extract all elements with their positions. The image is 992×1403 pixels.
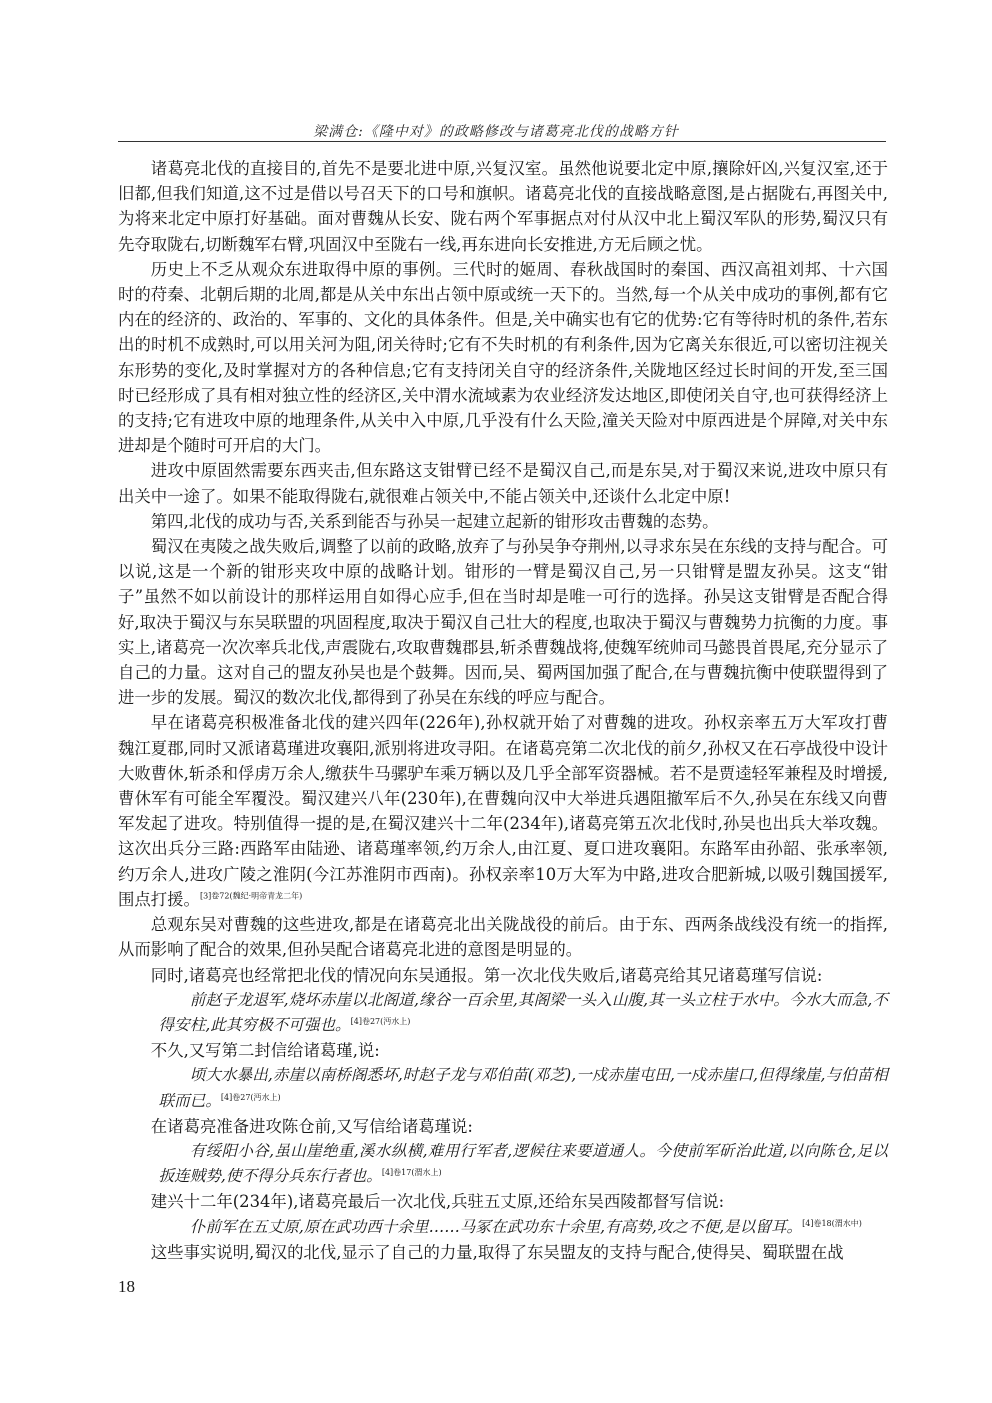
paragraph: 诸葛亮北伐的直接目的,首先不是要北进中原,兴复汉室。虽然他说要北定中原,攘除奸凶,兴复汉室,还于旧都,但我们知道,这不过是借以号召天下的口号和旗帜。诸葛亮北伐的直接战略意图,是占据陇右,再图关中,为将来北定中原打好基础。面对曹魏从长安、陇右两个军事据点对付从汉中北上蜀汉军队的形势,蜀汉只有先夺取陇右,切断魏军右臂,巩固汉中至陇右一线,再东进向长安推进,方无后顾之忧。 (118, 159, 888, 254)
paragraph: 蜀汉在夷陵之战失败后,调整了以前的政略,放弃了与孙吴争夺荆州,以寻求东吴在东线的支持与配合。可以说,这是一个新的钳形夹攻中原的战略计划。钳形的一臂是蜀汉自己,另一只钳臂是盟友孙吴。这支“钳子”虽然不如以前设计的那样运用自如得心应手,但在当时却是唯一可行的选择。孙吴这支钳臂是否配合得好,取决于蜀汉与东吴联盟的巩固程度,取决于蜀汉自己壮大的程度,也取决于蜀汉与曹魏势力抗衡的力度。事实上,诸葛亮一次次率兵北伐,声震陇右,攻取曹魏郡县,斩杀曹魏战将,使魏军统帅司马懿畏首畏尾,充分显示了自己的力量。这对自己的盟友孙吴也是个鼓舞。因而,吴、蜀两国加强了配合,在与曹魏抗衡中使联盟得到了进一步的发展。蜀汉的数次北伐,都得到了孙吴在东线的呼应与配合。 (118, 537, 888, 708)
quote-text: 顷大水暴出,赤崖以南桥阁悉坏,时赵子龙与邓伯苗(邓芝),一戍赤崖屯田,一戍赤崖口,但得缘崖,与伯苗相联而已。 (158, 1066, 888, 1110)
article-body (118, 156, 888, 1265)
citation-mark: [3]卷72(魏纪·明帝青龙二年) (199, 891, 303, 901)
citation-mark: [4]卷27(沔水上) (350, 1016, 411, 1026)
block-quote (159, 1215, 888, 1240)
header-rule (118, 141, 886, 142)
paragraph-text: 早在诸葛亮积极准备北伐的建兴四年(226年),孙权就开始了对曹魏的进攻。孙权亲率五万大军攻打曹魏江夏郡,同时又派诸葛瑾进攻襄阳,派别将进攻寻阳。在诸葛亮第二次北伐的前夕,孙权又在石亭战役中设计大败曹休,斩杀和俘虏万余人,缴获牛马骡驴车乘万辆以及几乎全部军资器械。若不是贾逵轻军兼程及时增援,曹休军有可能全军覆没。蜀汉建兴八年(230年),在曹魏向汉中大举进兵遇阻撤军后不久,孙吴在东线又向曹军发起了进攻。特别值得一提的是,在蜀汉建兴十二年(234年),诸葛亮第五次北伐时,孙吴也出兵大举攻魏。这次出兵分三路:西路军由陆逊、诸葛瑾率领,约万余人,由江夏、夏口进攻襄阳。东路军由孙韶、张承率领,约万余人,进攻广陵之淮阴(今江苏淮阴市西南)。孙权亲率10万大军为中路,进攻合肥新城,以吸引魏国援军,围点打援。 (118, 713, 888, 909)
quote-text: 有绥阳小谷,虽山崖绝重,溪水纵横,难用行军者,逻候往来要道通人。今使前军斫治此道,以向陈仓,足以扳连贼势,使不得分兵东行者也。 (158, 1141, 888, 1186)
paragraph: 历史上不乏从观众东进取得中原的事例。三代时的姬周、春秋战国时的秦国、西汉高祖刘邦、十六国时的苻秦、北朝后期的北周,都是从关中东出占领中原或统一天下的。当然,每一个从关中成功的事例,都有它内在的经济的、政治的、军事的、文化的具体条件。但是,关中确实也有它的优势:它有等待时机的条件,若东出的时机不成熟时,可以用关河为阻,闭关待时;它有不失时机的有利条件,因为它离关东很近,可以密切注视关东形势的变化,及时掌握对方的各种信息;它有支持闭关自守的经济条件,关陇地区经过长时间的开发,至三国时已经形成了具有相对独立性的经济区,关中渭水流域素为农业经济发达地区,即使闭关自守,也可获得经济上的支持;它有进攻中原的地理条件,从关中入中原,几乎没有什么天险,潼关天险对中原西进是个屏障,对关中东进却是个随时可开启的大门。 (118, 259, 888, 456)
paragraph: 第四,北伐的成功与否,关系到能否与孙吴一起建立起新的钳形攻击曹魏的态势。 (150, 511, 719, 531)
paragraph: 这些事实说明,蜀汉的北伐,显示了自己的力量,取得了东吴盟友的支持与配合,使得吴、蜀联盟在战 (150, 1242, 844, 1262)
quote-text: 仆前军在五丈原,原在武功西十余里……马冢在武功东十余里,有高势,攻之不便,是以留耳。 (189, 1217, 803, 1236)
page-number: 18 (118, 1277, 135, 1296)
paragraph: 同时,诸葛亮也经常把北伐的情况向东吴通报。第一次北伐失败后,诸葛亮给其兄诸葛瑾写信说: (150, 965, 823, 985)
paragraph-with-citation (118, 710, 888, 912)
paragraph: 总观东吴对曹魏的这些进攻,都是在诸葛亮北出关陇战役的前后。由于东、西两条战线没有统一的指挥,从而影响了配合的效果,但孙吴配合诸葛亮北进的意图是明显的。 (118, 915, 888, 960)
block-quote (159, 988, 888, 1038)
block-quote (159, 1063, 888, 1113)
quote-text: 前赵子龙退军,烧坏赤崖以北阁道,缘谷一百余里,其阁梁一头入山腹,其一头立柱于水中。今水大而急,不得安柱,此其穷极不可强也。 (158, 990, 888, 1034)
running-header: 梁满仓:《隆中对》的政略修改与诸葛亮北伐的战略方针 (313, 124, 679, 140)
citation-mark: [4]卷18(渭水中) (802, 1218, 862, 1228)
citation-mark: [4]卷27(沔水上) (220, 1092, 281, 1102)
block-quote (159, 1139, 888, 1189)
paragraph: 不久,又写第二封信给诸葛瑾,说: (150, 1041, 380, 1061)
paragraph: 进攻中原固然需要东西夹击,但东路这支钳臂已经不是蜀汉自己,而是东吴,对于蜀汉来说,进攻中原只有出关中一途了。如果不能取得陇右,就很难占领关中,不能占领关中,还谈什么北定中原! (118, 461, 888, 506)
paragraph: 建兴十二年(234年),诸葛亮最后一次北伐,兵驻五丈原,还给东吴西陵都督写信说: (150, 1192, 725, 1212)
paragraph: 在诸葛亮准备进攻陈仓前,又写信给诸葛瑾说: (150, 1116, 473, 1136)
citation-mark: [4]卷17(渭水上) (381, 1167, 442, 1177)
